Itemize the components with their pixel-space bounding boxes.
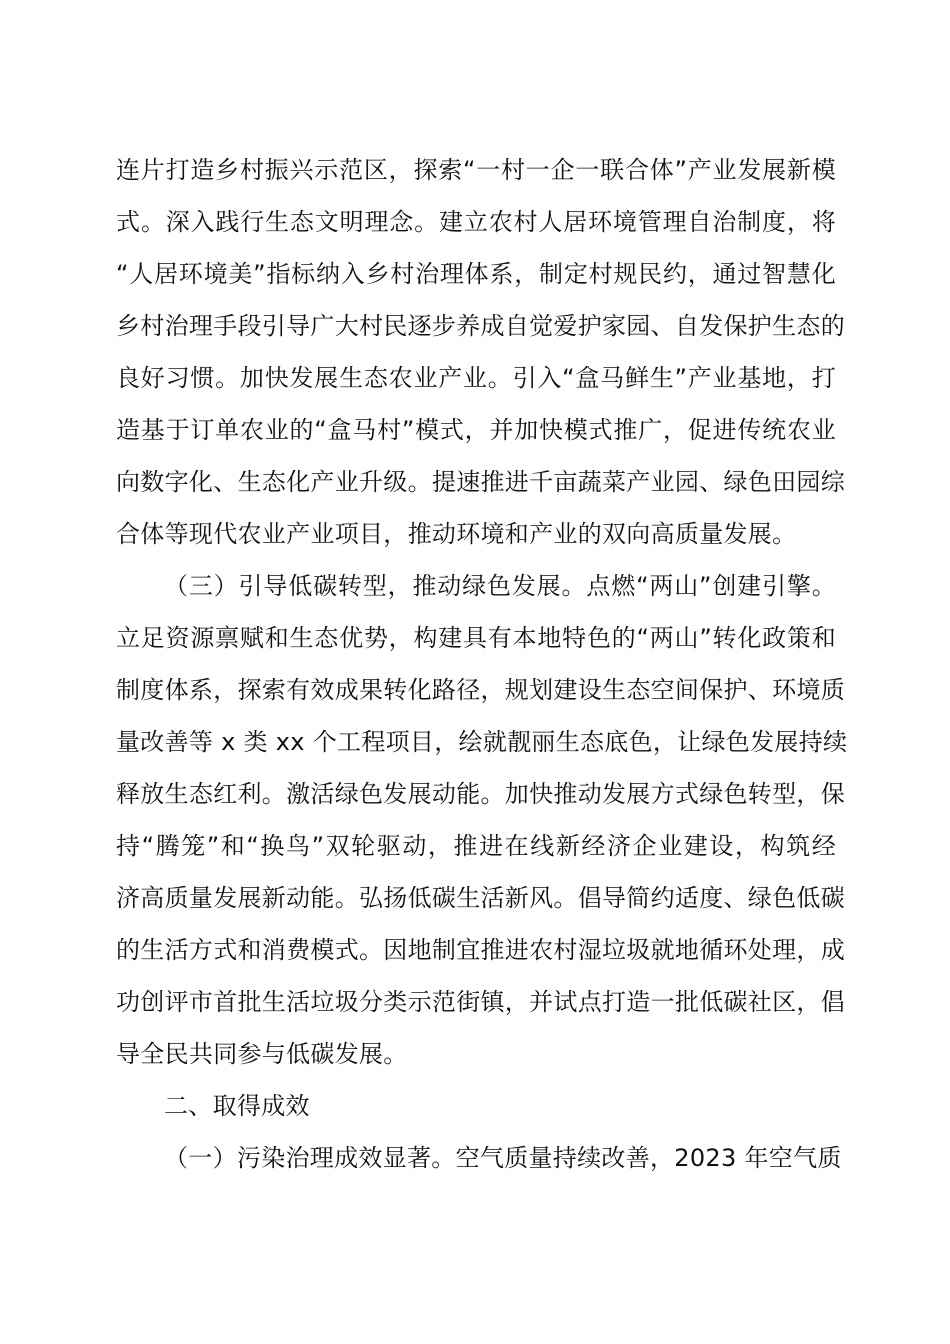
paragraph-line: 乡村治理手段引导广大村民逐步养成自觉爱护家园、自发保护生态的 (116, 312, 845, 340)
paragraph-line: 持“腾笼”和“换鸟”双轮驱动，推进在线新经济企业建设，构筑经 (116, 832, 836, 860)
section-heading-2: 二、取得成效 (164, 1092, 310, 1120)
paragraph-line: 导全民共同参与低碳发展。 (116, 1040, 408, 1068)
paragraph-line: 造基于订单农业的“盒马村”模式，并加快模式推广，促进传统农业 (116, 416, 836, 444)
paragraph-line: 合体等现代农业产业项目，推动环境和产业的双向高质量发展。 (116, 520, 797, 548)
subsection-heading-1: （一）污染治理成效显著。空气质量持续改善，2023 年空气质 (164, 1144, 842, 1172)
section-heading-3: （三）引导低碳转型，推动绿色发展。点燃“两山”创建引擎。 (164, 572, 836, 600)
paragraph-line: 的生活方式和消费模式。因地制宜推进农村湿垃圾就地循环处理，成 (116, 936, 845, 964)
paragraph-line: “人居环境美”指标纳入乡村治理体系，制定村规民约，通过智慧化 (116, 260, 836, 288)
paragraph-line: 立足资源禀赋和生态优势，构建具有本地特色的“两山”转化政策和 (116, 624, 836, 652)
paragraph-line: 功创评市首批生活垃圾分类示范街镇，并试点打造一批低碳社区，倡 (116, 988, 845, 1016)
paragraph-line: 式。深入践行生态文明理念。建立农村人居环境管理自治制度，将 (116, 208, 836, 236)
paragraph-line: 连片打造乡村振兴示范区，探索“一村一企一联合体”产业发展新模 (116, 156, 836, 184)
paragraph-line: 制度体系，探索有效成果转化路径，规划建设生态空间保护、环境质 (116, 676, 845, 704)
paragraph-line: 济高质量发展新动能。弘扬低碳生活新风。倡导简约适度、绿色低碳 (116, 884, 845, 912)
paragraph-line: 量改善等 x 类 xx 个工程项目，绘就靓丽生态底色，让绿色发展持续 (116, 728, 848, 756)
paragraph-line: 释放生态红利。激活绿色发展动能。加快推动发展方式绿色转型，保 (116, 780, 845, 808)
paragraph-line: 向数字化、生态化产业升级。提速推进千亩蔬菜产业园、绿色田园综 (116, 468, 845, 496)
paragraph-line: 良好习惯。加快发展生态农业产业。引入“盒马鲜生”产业基地，打 (116, 364, 836, 392)
